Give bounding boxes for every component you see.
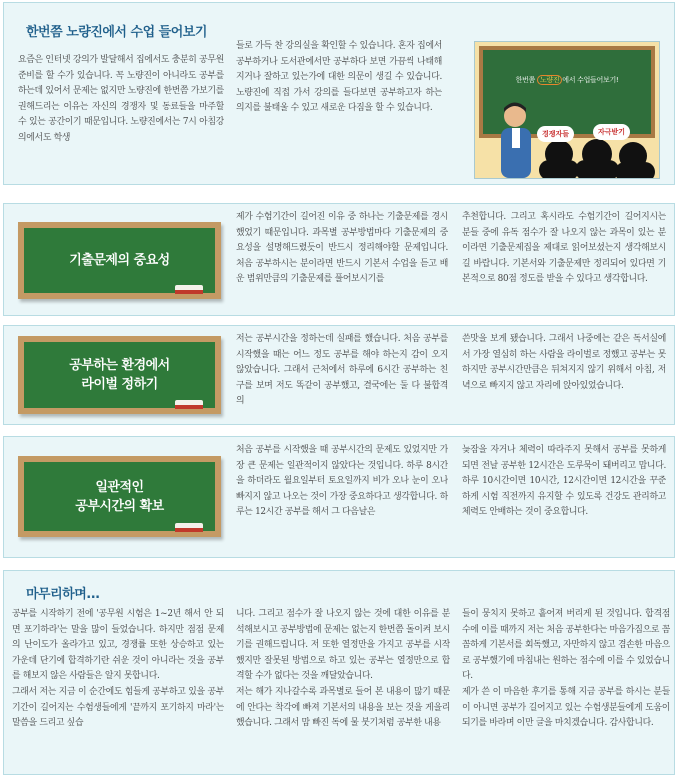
closing-panel [3,570,675,775]
eraser-icon [175,285,203,294]
intro-title: 한번쯤 노량진에서 수업 들어보기 [26,25,207,40]
intro-column-1: 요즘은 인터넷 강의가 발달해서 집에서도 충분히 공무원 준비를 할 수가 있습니다. 꼭 노량진이 아니라도 공부를 하는데 있어서 문제는 없지만 노량진에 한번쯤 가보기를 권해드리는 이유는 자신의 경쟁자 및 동료들을 마주할 수 있는 공간이기 때문입니다. 노량진에서는 7시 아침강의에서도 학생 [18,55,224,143]
section-column-1: 제가 수험기간이 길어진 이유 중 하나는 기출문제를 경시했었기 때문입니다. 과목별 공부방법마다 기출문제의 중요성을 설명해드렸듯이 반드시 정리해야할 문제입니다. 처음 공부하시는 분이라면 반드시 기본서 수업을 듣고 배운 범위만큼의 기출문제를 풀어보시기를 [236,212,448,285]
closing-column-3: 들이 뭉치지 못하고 흩어져 버리게 된 것입니다. 합격점수에 이를 때까지 저는 처음 공부한다는 마음가짐으로 꼼꼼하게 기본서를 회독했고, 자만하지 않고 겸손한 마음으로 공부했기에 마침내는 원하는 점수에 이를 수 있었습니다. 제가 쓴 이 마음한 후기를 통해 지금 공부를 하시는 분들이 아니면 공부가 길어지고 있는 수험생분들에게 도움이 되기를 바라며 이만 글을 마치겠습니다. 감사합니다. [462,609,670,729]
chalkboard [18,222,221,299]
section-column-1: 처음 공부를 시작했을 때 공부시간의 문제도 있었지만 가장 큰 문제는 일관적이지 않았다는 것입니다. 하루 8시간을 하더라도 월요일부터 토요일까지 비가 오나 눈이 오나 빠지지 않고 나오는 것이 가장 중요하다고 생각합니다. 하루는 12시간 공부를 해서 그 다음날은 [236,445,448,518]
closing-column-2: 니다. 그리고 점수가 잘 나오지 않는 것에 대한 이유를 분석해보시고 공부방법에 문제는 없는지 한번쯤 돌이켜 보시기를 권해드립니다. 저 또한 열정만을 가지고 공부를 시작했지만 잘못된 방법으로 하고 있는 공부는 열정만으로 합격할 수가 없다는 것을 깨달았습니다. 저는 해가 지나갈수록 과목별로 들어 본 내용이 많기 때문에 안다는 착각에 빠져 기본서의 내용을 보는 것을 게을리했습니다. 그래서 맘 빠진 독에 물 붓기처럼 공부한 내용 [236,609,450,729]
section-column-2: 늦잠을 자거나 체력이 따라주지 못해서 공부를 못하게 되면 전날 공부한 12시간은 도루묵이 돼버리고 맙니다. 하루 10시간이면 10시간, 12시간이면 12시간을 꾸준하게 시험 직전까지 유지할 수 있도록 건강도 관리하고 체력도 안배하는 것이 중요합니다. [462,445,666,518]
illustration-banner: 한번쯤 노량진 에서 수업들어보기! [515,76,619,84]
eraser-icon [175,523,203,532]
speech-bubble-motivation: 자극받기 [593,124,630,140]
closing-title: 마무리하며... [26,587,100,602]
chalkboard [18,456,221,537]
chalkboard-label: 일관적인 공부시간의 확보 [75,479,164,514]
section-column-2: 쓴맛을 보게 됐습니다. 그래서 나중에는 같은 독서실에서 가장 열심히 하는 사람을 라이벌로 정했고 공부는 못하지만 공부시간만큼은 뒤쳐지지 않기 위해서 아침, 저녁으로 빠지지 않고 자리에 앉아있었습니다. [462,334,666,391]
section-consistent-time [3,436,675,558]
section-column-2: 추천합니다. 그리고 혹시라도 수험기간이 길어지시는 분들 중에 유독 점수가 잘 나오지 않는 과목이 있는 분이라면 기출문제집을 제대로 읽어보셨는지 생각해보시길 바랍니다. 기본서와 기출문제만 정리되어 있다면 기본적으로 80점 정도를 받을 수 있다고 생각합니다. [462,212,666,285]
chalkboard [18,336,221,414]
closing-column-1: 공부를 시작하기 전에 '공무원 시험은 1~2년 해서 안 되면 포기하라'는 말을 많이 들었습니다. 하지만 점점 문제의 난이도가 올라가고 있고, 경쟁률 또한 상승하고 있는 가운데 단기에 합격하기란 쉬운 것이 아니라는 것을 공부를 해보지 않은 사람들은 알지 못합니다. 그래서 저는 지금 이 순간에도 힘들게 공부하고 있을 공부기간이 길어지는 수험생들에게 '끝까지 포기하지 마라'는 말씀을 드리고 싶습 [12,609,224,729]
speech-bubble-competitors: 경쟁자들 [537,126,574,142]
section-past-exams [3,203,675,316]
lecture-scene-graphic [475,42,659,178]
eraser-icon [175,400,203,409]
chalkboard-label: 기출문제의 중요성 [69,253,170,268]
intro-column-2: 들로 가득 찬 강의실을 확인할 수 있습니다. 혼자 집에서 공부하거나 도서관에서만 공부하다 보면 가끔씩 나태해지거나 잘하고 있는가에 대한 의문이 생길 수 있습니다. 노량진에 직접 가서 강의를 들다보면 공부하고자 하는 의지를 불태울 수 있고 새로운 다짐을 할 수 있습니다. [236,41,442,114]
intro-panel [3,2,675,185]
chalkboard-label: 공부하는 환경에서 라이벌 정하기 [69,358,170,392]
lecture-illustration [474,41,660,179]
section-rival [3,325,675,425]
section-column-1: 저는 공부시간을 정하는데 실패를 했습니다. 처음 공부를 시작했을 때는 어느 정도 공부를 해야 하는지 감이 오지 않았습니다. 그래서 근처에서 하루에 6시간 공부하는 친구를 보며 저도 똑같이 공부했고, 결국에는 둘 다 불합격의 [236,334,448,407]
